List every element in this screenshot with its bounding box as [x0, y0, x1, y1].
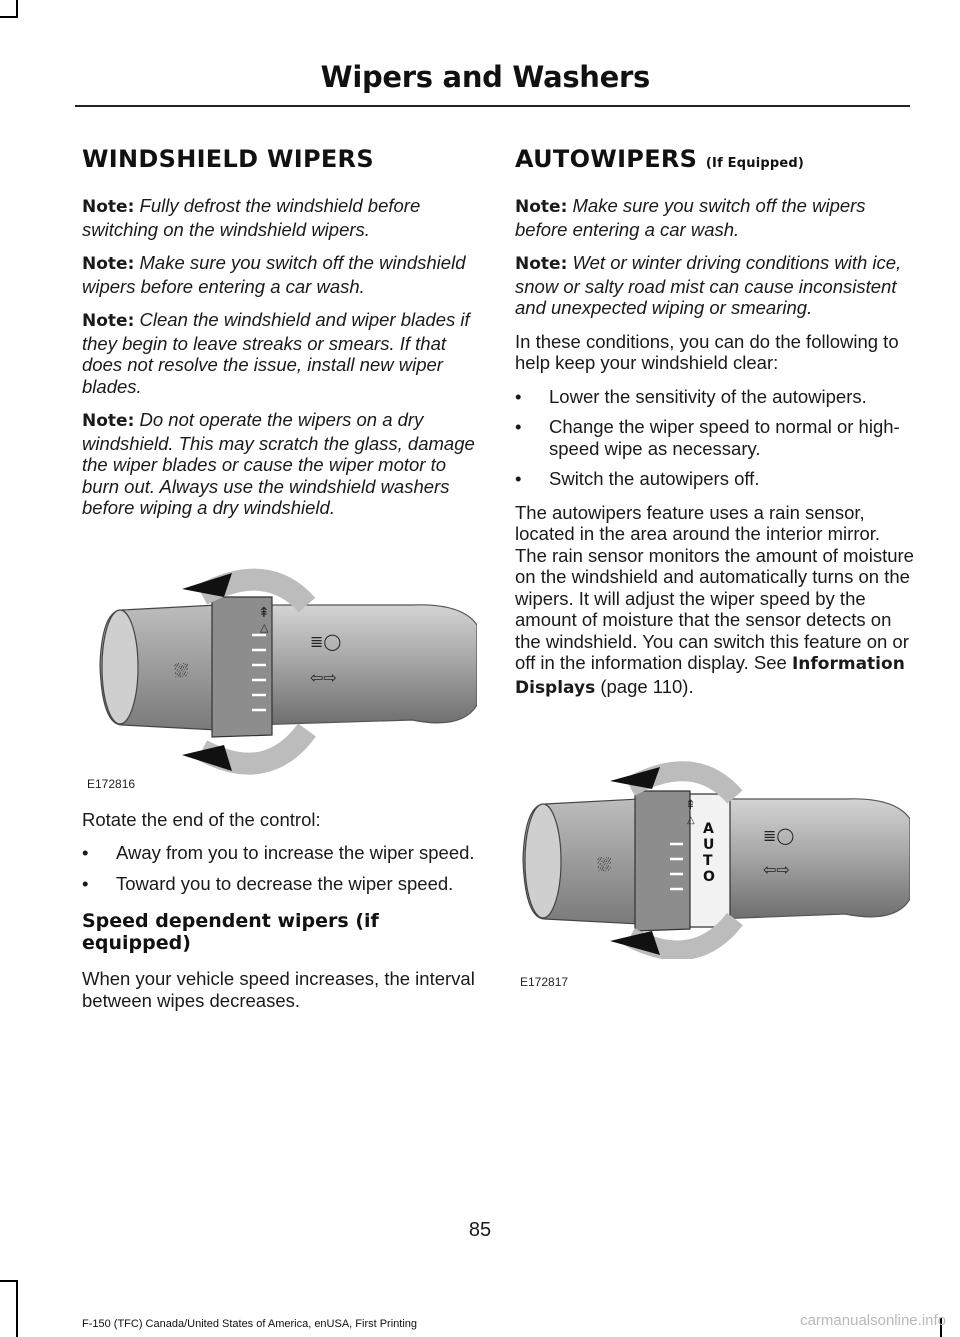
heading-text: AUTOWIPERS [515, 145, 698, 173]
note-text: Clean the windshield and wiper blades if they begin to leave streaks or smears. If that does not resolve the issue, install new wiper blades. [82, 309, 470, 397]
svg-text:⇦⇨: ⇦⇨ [310, 667, 337, 687]
watermark: carmanualsonline.info [800, 1312, 946, 1329]
note [82, 409, 477, 519]
feature-text [515, 502, 915, 700]
crop-mark [16, 1280, 18, 1337]
note-label: Note: [82, 197, 135, 217]
note [515, 195, 915, 240]
list-item-text: Change the wiper speed to normal or high-speed wipe as necessary. [549, 416, 900, 459]
left-column [82, 145, 477, 1023]
list-item [515, 468, 915, 490]
rotate-intro: Rotate the end of the control: [82, 808, 321, 830]
xref-page: (page 110). [595, 675, 694, 697]
bullet-glyph: • [515, 385, 522, 407]
list-item-text: Switch the autowipers off. [549, 468, 760, 489]
autowiper-stalk-illustration [515, 759, 910, 989]
crop-mark [0, 16, 18, 18]
bullet-glyph: • [82, 842, 89, 863]
conditions-bullet-list [515, 386, 915, 490]
note-text: Do not operate the wipers on a dry windshield. This may scratch the glass, damage the wiper blades or cause the wiper motor to burn out. Always use the windshield washers before wiping a dry windshield. [82, 409, 475, 518]
figure-code: E172816 [87, 776, 136, 791]
note-label: Note: [515, 254, 568, 274]
heading-suffix: (If Equipped) [705, 156, 805, 171]
note-label: Note: [82, 411, 135, 431]
page-number: 85 [468, 1219, 492, 1241]
note-text: Fully defrost the windshield before switching on the windshield wipers. [82, 195, 421, 240]
wiper-stalk-illustration [82, 565, 477, 791]
list-item [82, 873, 477, 895]
feature-body: The autowipers feature uses a rain sensor, located in the area around the interior mirror. The rain sensor monitors the amount of moisture on the windshield and automatically turns on the wipers. It will adjust the wiper speed by the amount of moisture that the sensor detects on the windshield. You can switch this feature on or off in the information display. See [515, 501, 914, 673]
list-item [82, 842, 477, 864]
information-displays-link[interactable]: Information Displays [515, 654, 905, 698]
svg-text:⇞: ⇞ [258, 604, 270, 621]
svg-text:⛆: ⛆ [597, 855, 612, 876]
section-heading-windshield-wipers: WINDSHIELD WIPERS [82, 145, 374, 173]
section-heading-autowipers [515, 145, 915, 173]
list-item-text: Toward you to decrease the wiper speed. [116, 872, 454, 894]
note [82, 195, 477, 240]
note [82, 309, 477, 397]
svg-text:△: △ [260, 620, 269, 634]
note [515, 252, 915, 319]
note-text: Wet or winter driving conditions with ice, snow or salty road mist can cause inconsistent and unexpected wiping or smearing. [515, 252, 902, 318]
footer-print-info: F-150 (TFC) Canada/United States of America, enUSA, First Printing [82, 1318, 418, 1330]
note-label: Note: [82, 254, 135, 274]
list-item-text: Away from you to increase the wiper speed. [116, 842, 475, 863]
svg-text:≣◯: ≣◯ [763, 826, 795, 845]
conditions-intro: In these conditions, you can do the following to help keep your windshield clear: [515, 330, 899, 373]
list-item [515, 386, 915, 408]
bullet-glyph: • [515, 416, 522, 437]
note-text: Make sure you switch off the windshield wipers before entering a car wash. [82, 252, 466, 297]
svg-text:⇞: ⇞ [685, 798, 696, 813]
list-item [515, 416, 915, 459]
list-item-text: Lower the sensitivity of the autowipers. [549, 385, 867, 407]
note-label: Note: [515, 197, 568, 217]
svg-text:⇦⇨: ⇦⇨ [763, 860, 790, 879]
wiper-stalk-drawing [82, 565, 477, 780]
header-rule [75, 105, 910, 107]
subheading-speed-dependent-wipers: Speed dependent wipers (if equipped) [82, 910, 379, 954]
note-text: Make sure you switch off the wipers before entering a car wash. [515, 195, 866, 240]
rotate-bullet-list [82, 842, 477, 894]
speed-dependent-text: When your vehicle speed increases, the interval between wipes decreases. [82, 968, 475, 1011]
note [82, 252, 477, 297]
figure-code: E172817 [520, 975, 569, 989]
auto-label: AUTO [703, 821, 715, 885]
page-title: Wipers and Washers [320, 60, 650, 94]
svg-text:△: △ [687, 815, 695, 826]
right-column [515, 145, 915, 989]
bullet-glyph: • [82, 872, 89, 894]
svg-text:≣◯: ≣◯ [310, 631, 342, 651]
note-label: Note: [82, 311, 135, 331]
bullet-glyph: • [515, 468, 522, 489]
svg-text:⛆: ⛆ [174, 660, 189, 682]
crop-mark [0, 1280, 18, 1282]
